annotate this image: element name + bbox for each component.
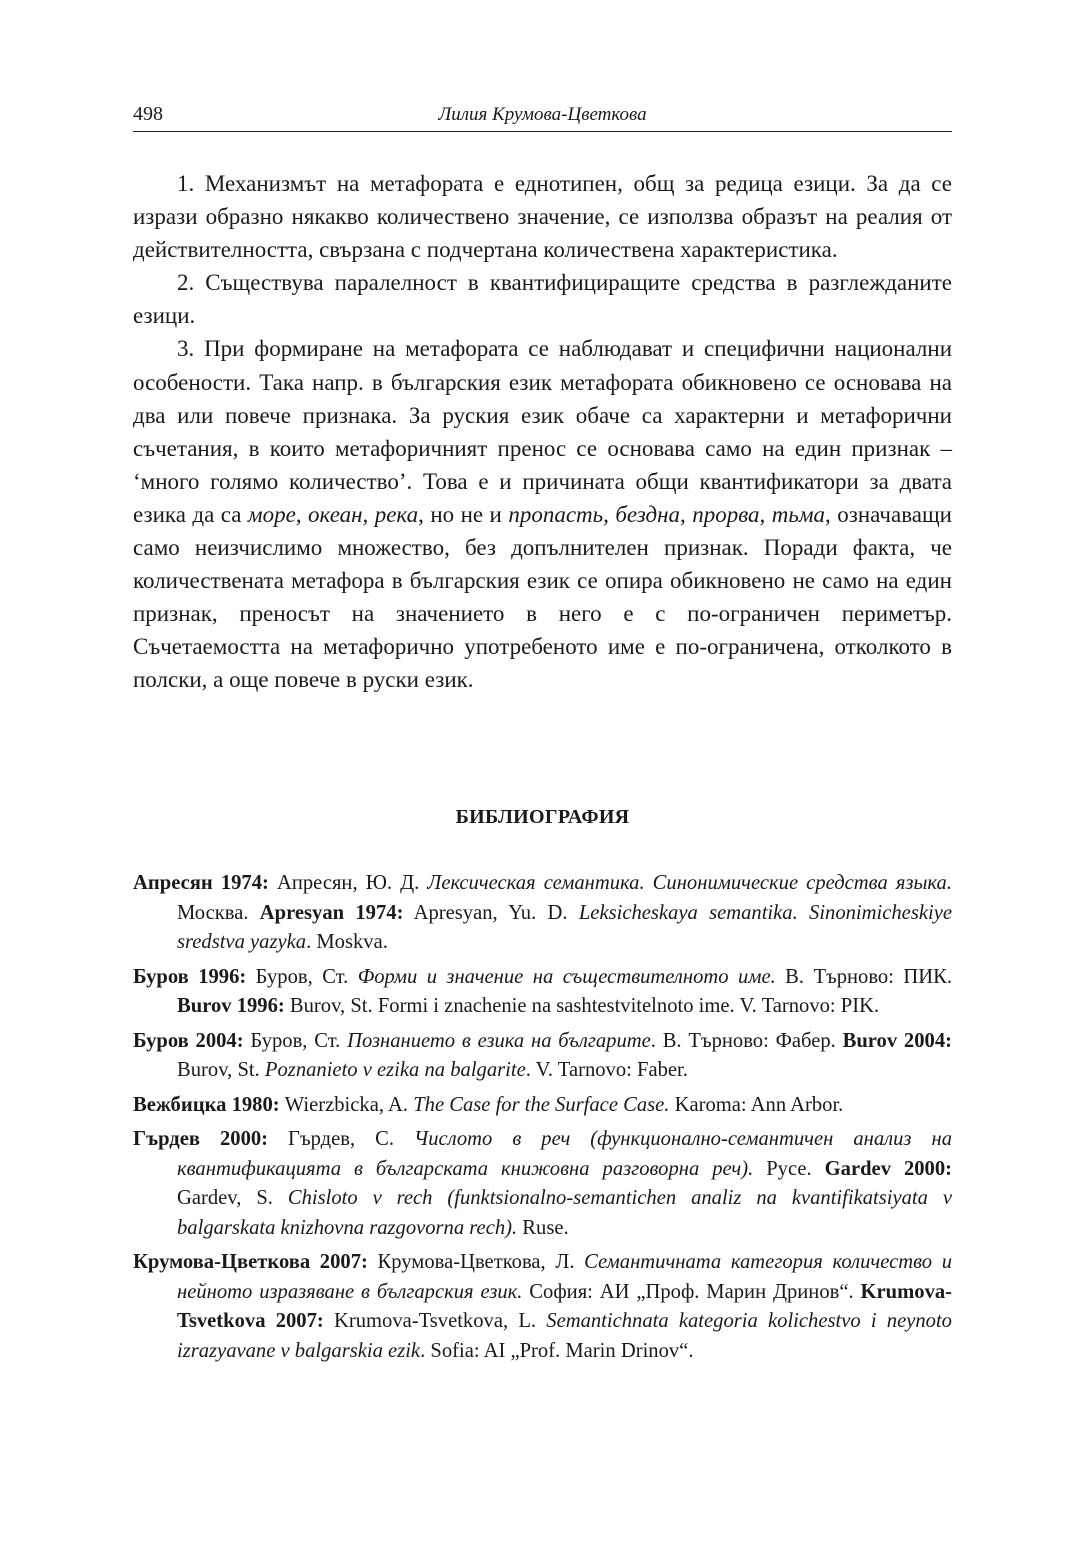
bibliography-heading: БИБЛИОГРАФИЯ	[455, 806, 630, 828]
paragraph-3-italic-1: море, океан, река	[247, 501, 419, 527]
paragraph-3-text-1: 3. При формиране на метафората се наблюдават и специфични национални особености. Така напр. в българския език метафората обикновено се основава на два или повече признака. За руския език обаче са характерни и метафорични съчетания, в които метафоричният пренос се основава само на един признак – ‘много голямо количество’. Това е и причината общи квантификатори за двата езика да са	[133, 336, 952, 527]
page-number: 498	[133, 103, 163, 125]
bib-key: Крумова-Цветкова 2007:	[133, 1251, 368, 1273]
bib-text: Krumova-Tsvetkova, L.	[323, 1310, 547, 1332]
bib-text: Karoma: Ann Arbor.	[669, 1093, 844, 1116]
bib-key-translit: Burov 2004:	[842, 1029, 952, 1052]
bib-key: Буров 1996:	[133, 965, 247, 988]
bib-title-translit: Chisloto v rech (funktsionalno-semantichen analiz na kvantifikatsiyata v balgarskata knizhovna razgovorna rech).	[177, 1187, 952, 1239]
bib-text: Burov, St. Formi i znachenie na sashtestvitelnoto ime. V. Tarnovo: PIK.	[284, 995, 880, 1017]
bib-key: Вежбицка 1980:	[133, 1093, 280, 1116]
running-header	[133, 103, 952, 132]
bib-text: . Moskva.	[306, 931, 388, 953]
bib-key-translit: Gardev 2000:	[824, 1157, 953, 1180]
bib-key-translit: Krumova-Tsvetkova 2007:	[177, 1280, 953, 1332]
bib-title: Семантичната категория количество и нейното изразяване в българския език.	[177, 1251, 953, 1303]
bib-text: Gardev, S.	[177, 1187, 288, 1209]
bib-key: Буров 2004:	[133, 1029, 244, 1052]
bib-entry-krumova-tsvetkova-2007	[133, 1248, 952, 1366]
bib-text: Буров, Ст.	[246, 965, 358, 988]
bib-entry-burov-1996	[133, 963, 952, 1022]
bib-title-translit: Leksicheskaya semantika. Sinonimicheskiye sredstva yazyka	[177, 901, 952, 953]
paragraph-3-text-2: , но не и	[418, 501, 509, 527]
running-title: Лилия Крумова-Цветкова	[438, 104, 647, 125]
bib-text: Гърдев, С.	[268, 1128, 415, 1150]
bib-title: Познанието в езика на българите	[347, 1029, 651, 1052]
bib-title: Лексическая семантика. Синонимические средства языка.	[427, 872, 952, 894]
bib-text: Wierzbicka, A.	[279, 1093, 414, 1116]
bib-text: . В. Търново: Фабер.	[650, 1029, 843, 1052]
bib-text: Burov, St.	[177, 1059, 265, 1081]
bib-entry-gardev-2000	[133, 1125, 952, 1243]
bib-title-translit: Poznanieto v ezika na balgarite	[264, 1059, 526, 1081]
bib-title: Числото в реч (функционално-семантичен анализ на квантификацията в българската книжовна разговорна реч).	[177, 1128, 952, 1180]
bib-key: Гърдев 2000:	[133, 1128, 269, 1150]
paragraph-3	[133, 332, 952, 696]
bib-text: Буров, Ст.	[243, 1029, 348, 1052]
bib-text: Русе.	[753, 1157, 825, 1180]
bib-text: . V. Tarnovo: Faber.	[525, 1059, 688, 1081]
bib-text: Ruse.	[517, 1216, 569, 1239]
paragraph-3-text-3: , означаващи само неизчислимо множество, без допълнителен признак. Поради факта, че количествената метафора в българския език се опира обикновено не само на един признак, преносът на значението в него е с по-ограничен периметър. Съчетаемостта на метафорично употребеното име е по-ограничена, отколкото в полски, а още повече в руски език.	[133, 501, 952, 693]
paragraph-3-italic-2: пропасть, бездна, прорва, тьма	[508, 501, 826, 527]
bib-text: Крумова-Цветкова, Л.	[367, 1251, 585, 1273]
bib-text: Москва.	[177, 901, 260, 924]
body-text	[133, 167, 952, 697]
paragraph-2: 2. Съществува паралелност в квантифициращите средства в разглежданите езици.	[133, 270, 952, 329]
bib-text: . Sofia: AI „Prof. Marin Drinov“.	[420, 1339, 694, 1362]
paragraph-1: 1. Механизмът на метафората е еднотипен, общ за редица езици. За да се изрази образно някакво количествено значение, се използва образът на реалия от действителността, свързана с подчертана количествена характеристика.	[133, 171, 952, 263]
bib-key: Апресян 1974:	[133, 872, 269, 894]
bib-title-translit: Semantichnata kategoria kolichestvo i neynoto izrazyavane v balgarskia ezik	[177, 1310, 952, 1362]
bib-text: София: АИ „Проф. Марин Дринов“.	[522, 1280, 861, 1303]
bib-entry-burov-2004	[133, 1027, 952, 1086]
bib-text: В. Търново: ПИК.	[775, 965, 953, 988]
bib-text: Апресян, Ю. Д.	[268, 872, 428, 894]
bib-title: Форми и значение на съществителното име.	[357, 965, 776, 988]
bib-key-translit: Burov 1996:	[177, 995, 285, 1017]
bib-title: The Case for the Surface Case.	[413, 1093, 670, 1116]
bib-text: Apresyan, Yu. D.	[403, 901, 579, 924]
bib-entry-apresyan-1974	[133, 869, 952, 958]
bibliography-list	[133, 869, 952, 1371]
bib-entry-wierzbicka-1980	[133, 1091, 952, 1121]
bib-key-translit: Apresyan 1974:	[259, 901, 404, 924]
